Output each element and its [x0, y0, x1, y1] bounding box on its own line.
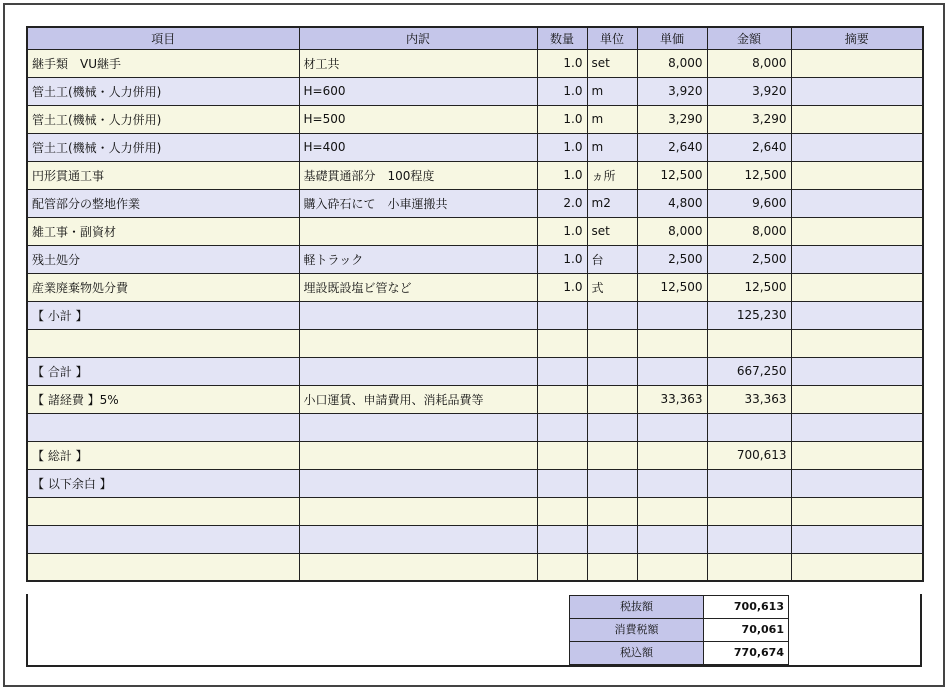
cell-amount: 700,613 — [707, 441, 791, 469]
table-row — [27, 357, 923, 385]
cell-qty: 1.0 — [537, 49, 587, 77]
cell-detail — [299, 497, 537, 525]
cell-price — [637, 553, 707, 581]
cell-price: 2,500 — [637, 245, 707, 273]
cell-detail: H=500 — [299, 105, 537, 133]
cell-detail — [299, 329, 537, 357]
table-row — [27, 329, 923, 357]
cell-note — [791, 77, 923, 105]
table-row — [27, 105, 923, 133]
cell-price: 12,500 — [637, 161, 707, 189]
cell-item: 【 以下余白 】 — [27, 469, 299, 497]
cell-note — [791, 497, 923, 525]
table-row — [27, 77, 923, 105]
total-value: 770,674 — [704, 641, 789, 665]
table-row — [27, 385, 923, 413]
table-row — [27, 525, 923, 553]
col-header-item: 項目 — [27, 27, 299, 49]
cell-note — [791, 357, 923, 385]
cell-item — [27, 329, 299, 357]
cell-detail: 小口運賃、申請費用、消耗品費等 — [299, 385, 537, 413]
table-row — [27, 161, 923, 189]
cell-note — [791, 189, 923, 217]
quote-table — [26, 26, 924, 582]
cell-price — [637, 497, 707, 525]
cell-price: 8,000 — [637, 217, 707, 245]
cell-amount: 3,920 — [707, 77, 791, 105]
cell-item: 【 合計 】 — [27, 357, 299, 385]
cell-qty: 1.0 — [537, 161, 587, 189]
cell-qty — [537, 553, 587, 581]
cell-note — [791, 525, 923, 553]
cell-detail: 基礎貫通部分 100程度 — [299, 161, 537, 189]
cell-qty — [537, 469, 587, 497]
cell-price: 33,363 — [637, 385, 707, 413]
cell-amount — [707, 553, 791, 581]
cell-detail: 軽トラック — [299, 245, 537, 273]
cell-item: 【 諸経費 】5% — [27, 385, 299, 413]
cell-price: 3,920 — [637, 77, 707, 105]
cell-qty — [537, 441, 587, 469]
cell-unit: ヵ所 — [587, 161, 637, 189]
cell-price — [637, 441, 707, 469]
cell-amount: 667,250 — [707, 357, 791, 385]
cell-price: 4,800 — [637, 189, 707, 217]
cell-amount: 12,500 — [707, 273, 791, 301]
cell-note — [791, 469, 923, 497]
tax-label: 消費税額 — [569, 618, 704, 642]
col-header-unit: 単位 — [587, 27, 637, 49]
cell-amount — [707, 525, 791, 553]
cell-note — [791, 273, 923, 301]
cell-item: 【 総計 】 — [27, 441, 299, 469]
cell-qty: 1.0 — [537, 105, 587, 133]
cell-amount: 3,290 — [707, 105, 791, 133]
col-header-note: 摘要 — [791, 27, 923, 49]
cell-qty: 1.0 — [537, 133, 587, 161]
table-row — [27, 469, 923, 497]
cell-note — [791, 553, 923, 581]
cell-item: 継手類 VU継手 — [27, 49, 299, 77]
cell-unit — [587, 329, 637, 357]
cell-qty — [537, 329, 587, 357]
cell-qty: 1.0 — [537, 77, 587, 105]
table-row — [27, 133, 923, 161]
total-label: 税込額 — [569, 641, 704, 665]
cell-note — [791, 217, 923, 245]
cell-item — [27, 497, 299, 525]
table-row — [27, 301, 923, 329]
cell-detail: H=600 — [299, 77, 537, 105]
table-row — [27, 189, 923, 217]
tax-value: 70,061 — [704, 618, 789, 642]
cell-unit: 台 — [587, 245, 637, 273]
table-row — [27, 273, 923, 301]
cell-item: 残土処分 — [27, 245, 299, 273]
cell-price: 12,500 — [637, 273, 707, 301]
col-header-amount: 金額 — [707, 27, 791, 49]
table-row — [27, 553, 923, 581]
cell-detail — [299, 413, 537, 441]
cell-detail — [299, 301, 537, 329]
cell-amount — [707, 413, 791, 441]
cell-amount: 12,500 — [707, 161, 791, 189]
col-header-detail: 内訳 — [299, 27, 537, 49]
cell-price — [637, 301, 707, 329]
cell-detail — [299, 525, 537, 553]
cell-qty — [537, 357, 587, 385]
cell-amount: 2,500 — [707, 245, 791, 273]
cell-unit: set — [587, 217, 637, 245]
cell-qty: 1.0 — [537, 217, 587, 245]
cell-unit — [587, 469, 637, 497]
cell-detail — [299, 357, 537, 385]
cell-unit — [587, 497, 637, 525]
table-row — [27, 245, 923, 273]
cell-price — [637, 329, 707, 357]
subtotal-value: 700,613 — [704, 595, 789, 619]
table-row — [27, 497, 923, 525]
cell-detail — [299, 441, 537, 469]
cell-item: 円形貫通工事 — [27, 161, 299, 189]
cell-detail: 材工共 — [299, 49, 537, 77]
cell-item: 管土工(機械・人力併用) — [27, 77, 299, 105]
cell-item: 産業廃棄物処分費 — [27, 273, 299, 301]
cell-qty — [537, 301, 587, 329]
table-row — [27, 413, 923, 441]
cell-amount: 33,363 — [707, 385, 791, 413]
cell-qty — [537, 385, 587, 413]
header-row — [27, 27, 923, 49]
cell-item: 配管部分の整地作業 — [27, 189, 299, 217]
cell-note — [791, 245, 923, 273]
cell-detail — [299, 553, 537, 581]
cell-amount: 8,000 — [707, 49, 791, 77]
cell-unit — [587, 413, 637, 441]
cell-item — [27, 553, 299, 581]
cell-note — [791, 441, 923, 469]
subtotal-label: 税抜額 — [569, 595, 704, 619]
cell-unit: m2 — [587, 189, 637, 217]
cell-price — [637, 525, 707, 553]
cell-amount: 9,600 — [707, 189, 791, 217]
cell-note — [791, 413, 923, 441]
summary-row-total — [569, 641, 789, 665]
cell-price — [637, 469, 707, 497]
cell-unit: set — [587, 49, 637, 77]
cell-price: 2,640 — [637, 133, 707, 161]
cell-unit — [587, 553, 637, 581]
cell-detail — [299, 469, 537, 497]
cell-note — [791, 49, 923, 77]
cell-amount: 2,640 — [707, 133, 791, 161]
cell-item: 【 小計 】 — [27, 301, 299, 329]
cell-qty — [537, 497, 587, 525]
cell-detail: H=400 — [299, 133, 537, 161]
cell-qty: 2.0 — [537, 189, 587, 217]
cell-item — [27, 413, 299, 441]
cell-unit — [587, 357, 637, 385]
cell-qty: 1.0 — [537, 245, 587, 273]
col-header-qty: 数量 — [537, 27, 587, 49]
cell-price — [637, 413, 707, 441]
cell-amount: 8,000 — [707, 217, 791, 245]
cell-price: 3,290 — [637, 105, 707, 133]
table-row — [27, 217, 923, 245]
cell-unit: m — [587, 133, 637, 161]
cell-item — [27, 525, 299, 553]
cell-unit: m — [587, 105, 637, 133]
cell-note — [791, 301, 923, 329]
cell-amount — [707, 329, 791, 357]
summary-row-tax — [569, 618, 789, 642]
cell-unit — [587, 301, 637, 329]
cell-item: 雑工事・副資材 — [27, 217, 299, 245]
cell-detail: 埋設既設塩ビ管など — [299, 273, 537, 301]
cell-note — [791, 329, 923, 357]
cell-qty — [537, 413, 587, 441]
cell-amount — [707, 497, 791, 525]
cell-item: 管土工(機械・人力併用) — [27, 133, 299, 161]
cell-amount: 125,230 — [707, 301, 791, 329]
cell-qty: 1.0 — [537, 273, 587, 301]
cell-unit — [587, 385, 637, 413]
cell-item: 管土工(機械・人力併用) — [27, 105, 299, 133]
cell-detail — [299, 217, 537, 245]
cell-price: 8,000 — [637, 49, 707, 77]
cell-unit — [587, 525, 637, 553]
cell-note — [791, 161, 923, 189]
cell-note — [791, 385, 923, 413]
col-header-price: 単価 — [637, 27, 707, 49]
cell-unit: m — [587, 77, 637, 105]
cell-unit — [587, 441, 637, 469]
cell-detail: 購入砕石にて 小車運搬共 — [299, 189, 537, 217]
cell-unit: 式 — [587, 273, 637, 301]
cell-price — [637, 357, 707, 385]
summary-row-subtotal — [569, 595, 789, 619]
table-row — [27, 49, 923, 77]
cell-note — [791, 133, 923, 161]
table-row — [27, 441, 923, 469]
cell-note — [791, 105, 923, 133]
cell-amount — [707, 469, 791, 497]
summary-box — [26, 594, 922, 667]
cell-qty — [537, 525, 587, 553]
